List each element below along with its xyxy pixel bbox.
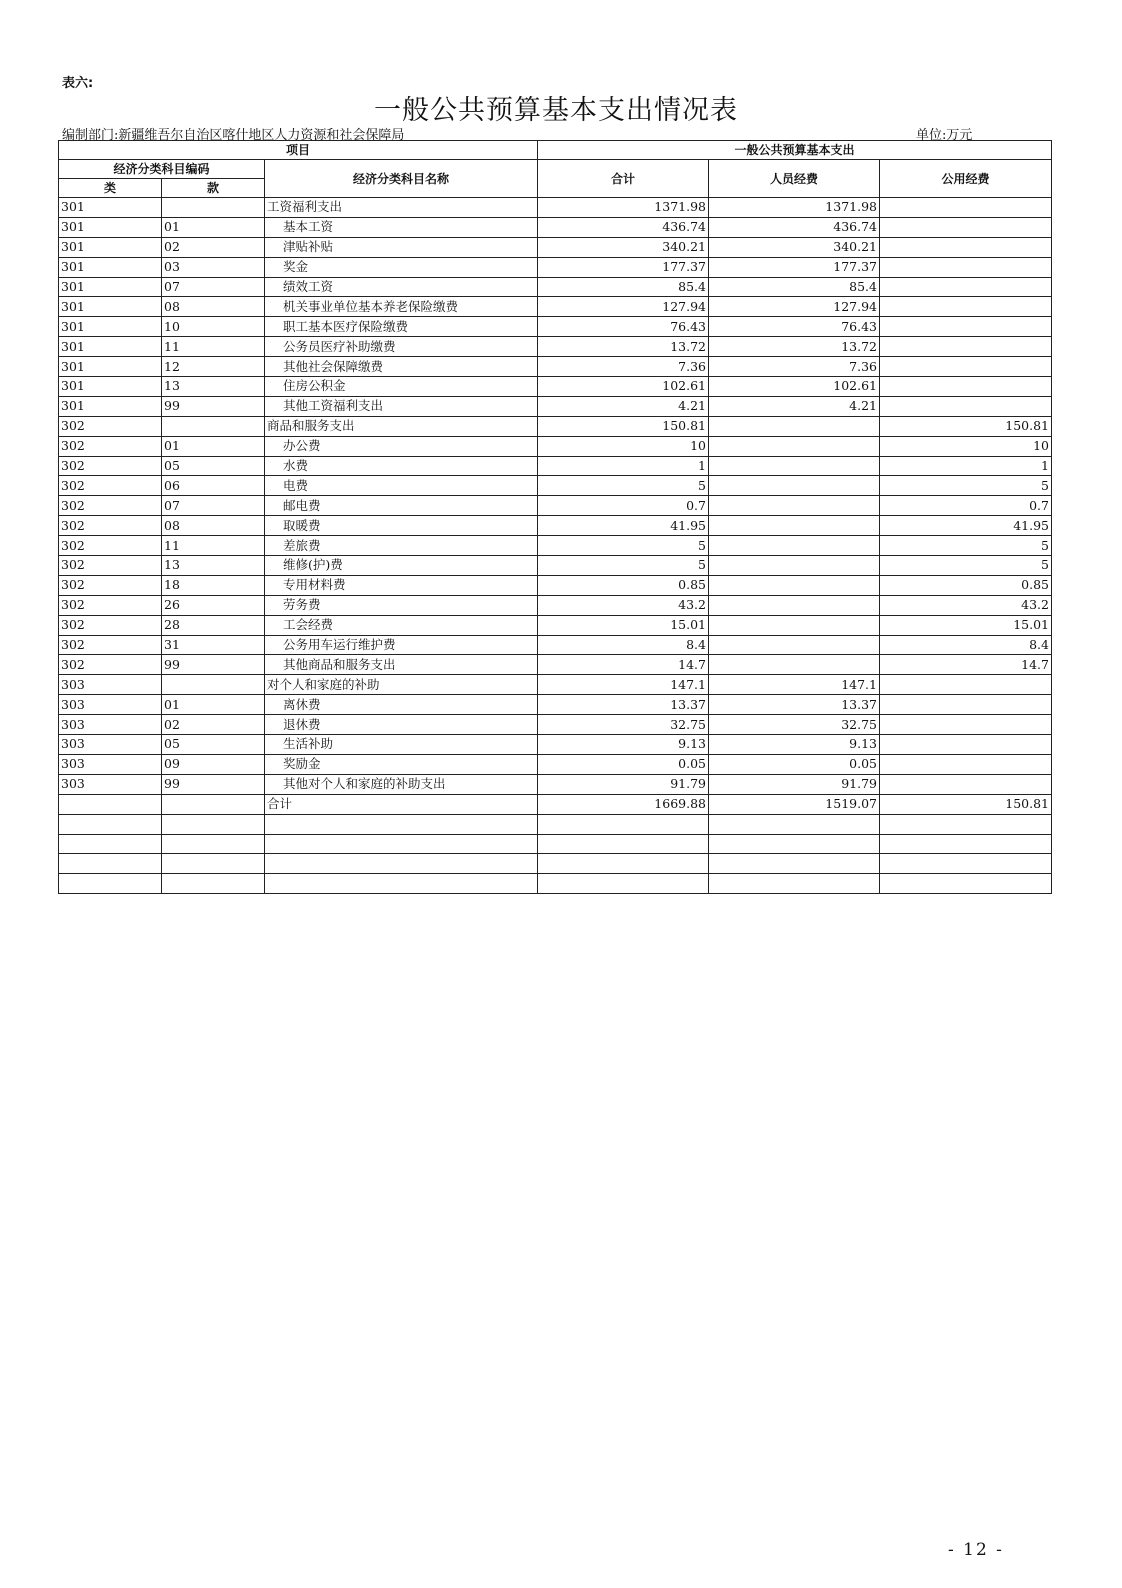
- cell-item: 01: [162, 436, 265, 456]
- cell-item: 05: [162, 735, 265, 755]
- cell-personnel: [709, 635, 880, 655]
- cell-total: 0.7: [538, 496, 709, 516]
- table-row: [59, 337, 1052, 357]
- cell-personnel: 91.79: [709, 774, 880, 794]
- empty-cell: [709, 834, 880, 854]
- empty-cell: [162, 834, 265, 854]
- cell-public: 8.4: [880, 635, 1052, 655]
- cell-item: 28: [162, 615, 265, 635]
- cell-total: 85.4: [538, 277, 709, 297]
- cell-item: 11: [162, 536, 265, 556]
- table-row: [59, 357, 1052, 377]
- cell-item: 13: [162, 556, 265, 576]
- empty-cell: [162, 854, 265, 874]
- cell-category: 301: [59, 198, 162, 218]
- cell-public: [880, 396, 1052, 416]
- cell-name: 水费: [265, 456, 538, 476]
- cell-name: 其他工资福利支出: [265, 396, 538, 416]
- table-row: [59, 436, 1052, 456]
- table-row: [59, 297, 1052, 317]
- cell-name: 其他对个人和家庭的补助支出: [265, 774, 538, 794]
- cell-personnel: 1371.98: [709, 198, 880, 218]
- cell-public: [880, 277, 1052, 297]
- cell-total: 0.85: [538, 575, 709, 595]
- cell-personnel: 147.1: [709, 675, 880, 695]
- cell-category: 302: [59, 655, 162, 675]
- header-personnel: 人员经费: [709, 160, 880, 198]
- cell-personnel: 0.05: [709, 754, 880, 774]
- table-row: [59, 615, 1052, 635]
- cell-public: [880, 735, 1052, 755]
- table-row: [59, 237, 1052, 257]
- cell-total: 5: [538, 536, 709, 556]
- cell-personnel: [709, 595, 880, 615]
- cell-name: 专用材料费: [265, 575, 538, 595]
- cell-total: 91.79: [538, 774, 709, 794]
- table-row: [59, 635, 1052, 655]
- cell-personnel: 7.36: [709, 357, 880, 377]
- table-row: [59, 754, 1052, 774]
- cell-category: 302: [59, 635, 162, 655]
- cell-category: 301: [59, 237, 162, 257]
- table-row: [59, 655, 1052, 675]
- cell-name: 奖励金: [265, 754, 538, 774]
- cell-category: 302: [59, 536, 162, 556]
- cell-item: [162, 675, 265, 695]
- cell-total: 102.61: [538, 377, 709, 397]
- cell-category: [59, 794, 162, 814]
- table-row: [59, 595, 1052, 615]
- budget-table: [58, 140, 1052, 894]
- cell-item: 01: [162, 695, 265, 715]
- empty-cell: [59, 874, 162, 894]
- cell-category: 303: [59, 754, 162, 774]
- cell-public: 41.95: [880, 516, 1052, 536]
- header-project: 项目: [59, 141, 538, 160]
- cell-category: 302: [59, 516, 162, 536]
- cell-item: 99: [162, 655, 265, 675]
- cell-category: 303: [59, 774, 162, 794]
- cell-total: 1: [538, 456, 709, 476]
- table-row: [59, 496, 1052, 516]
- cell-name: 生活补助: [265, 735, 538, 755]
- cell-name: 机关事业单位基本养老保险缴费: [265, 297, 538, 317]
- empty-row: [59, 854, 1052, 874]
- cell-public: 150.81: [880, 416, 1052, 436]
- cell-total: 147.1: [538, 675, 709, 695]
- cell-name: 邮电费: [265, 496, 538, 516]
- cell-category: 302: [59, 476, 162, 496]
- cell-public: [880, 217, 1052, 237]
- cell-name: 办公费: [265, 436, 538, 456]
- cell-item: 05: [162, 456, 265, 476]
- cell-personnel: 4.21: [709, 396, 880, 416]
- cell-name: 工资福利支出: [265, 198, 538, 218]
- cell-category: 301: [59, 337, 162, 357]
- cell-item: 01: [162, 217, 265, 237]
- cell-personnel: [709, 476, 880, 496]
- cell-category: 301: [59, 217, 162, 237]
- cell-public: [880, 675, 1052, 695]
- cell-public: 5: [880, 476, 1052, 496]
- cell-total: 150.81: [538, 416, 709, 436]
- cell-category: 301: [59, 297, 162, 317]
- header-category: 类: [59, 179, 162, 198]
- unit-label: 单位:万元: [916, 128, 973, 143]
- empty-cell: [265, 834, 538, 854]
- cell-personnel: 9.13: [709, 735, 880, 755]
- cell-public: [880, 297, 1052, 317]
- cell-public: 15.01: [880, 615, 1052, 635]
- cell-name: 津贴补贴: [265, 237, 538, 257]
- empty-cell: [709, 874, 880, 894]
- cell-name: 绩效工资: [265, 277, 538, 297]
- cell-personnel: 13.72: [709, 337, 880, 357]
- cell-public: 0.7: [880, 496, 1052, 516]
- empty-cell: [709, 814, 880, 834]
- empty-cell: [880, 834, 1052, 854]
- cell-public: 14.7: [880, 655, 1052, 675]
- cell-public: [880, 337, 1052, 357]
- table-row: [59, 277, 1052, 297]
- table-row: [59, 556, 1052, 576]
- empty-cell: [265, 854, 538, 874]
- cell-category: 301: [59, 257, 162, 277]
- cell-total: 5: [538, 476, 709, 496]
- cell-item: 10: [162, 317, 265, 337]
- table-row: [59, 317, 1052, 337]
- cell-total: 4.21: [538, 396, 709, 416]
- table-row: [59, 715, 1052, 735]
- cell-public: [880, 357, 1052, 377]
- header-name: 经济分类科目名称: [265, 160, 538, 198]
- cell-public: [880, 695, 1052, 715]
- cell-total: 1371.98: [538, 198, 709, 218]
- cell-name: 其他商品和服务支出: [265, 655, 538, 675]
- page-title: 一般公共预算基本支出情况表: [374, 95, 738, 126]
- cell-name: 基本工资: [265, 217, 538, 237]
- cell-item: 99: [162, 774, 265, 794]
- cell-item: 08: [162, 516, 265, 536]
- cell-category: 302: [59, 416, 162, 436]
- table-row: [59, 516, 1052, 536]
- table-row: [59, 794, 1052, 814]
- cell-category: 301: [59, 377, 162, 397]
- cell-personnel: [709, 655, 880, 675]
- cell-category: 301: [59, 317, 162, 337]
- cell-name: 工会经费: [265, 615, 538, 635]
- empty-cell: [538, 854, 709, 874]
- cell-total: 10: [538, 436, 709, 456]
- table-row: [59, 735, 1052, 755]
- cell-total: 13.37: [538, 695, 709, 715]
- cell-total: 127.94: [538, 297, 709, 317]
- cell-name: 离休费: [265, 695, 538, 715]
- cell-item: 08: [162, 297, 265, 317]
- table-row: [59, 377, 1052, 397]
- table-row: [59, 416, 1052, 436]
- cell-name: 住房公积金: [265, 377, 538, 397]
- table-row: [59, 536, 1052, 556]
- cell-category: 302: [59, 456, 162, 476]
- empty-cell: [59, 834, 162, 854]
- cell-total: 340.21: [538, 237, 709, 257]
- empty-row: [59, 834, 1052, 854]
- header-total: 合计: [538, 160, 709, 198]
- cell-total: 9.13: [538, 735, 709, 755]
- cell-item: 18: [162, 575, 265, 595]
- empty-row: [59, 874, 1052, 894]
- cell-category: 302: [59, 496, 162, 516]
- cell-item: [162, 416, 265, 436]
- cell-total: 43.2: [538, 595, 709, 615]
- cell-item: 99: [162, 396, 265, 416]
- header-public: 公用经费: [880, 160, 1052, 198]
- cell-personnel: [709, 436, 880, 456]
- cell-personnel: 177.37: [709, 257, 880, 277]
- empty-cell: [709, 854, 880, 874]
- cell-category: 301: [59, 396, 162, 416]
- empty-cell: [880, 854, 1052, 874]
- cell-personnel: 340.21: [709, 237, 880, 257]
- table-row: [59, 217, 1052, 237]
- cell-public: 43.2: [880, 595, 1052, 615]
- cell-personnel: [709, 456, 880, 476]
- table-row: [59, 695, 1052, 715]
- cell-item: [162, 198, 265, 218]
- cell-public: [880, 198, 1052, 218]
- empty-row: [59, 814, 1052, 834]
- cell-public: 5: [880, 556, 1052, 576]
- cell-personnel: [709, 575, 880, 595]
- table-row: [59, 774, 1052, 794]
- cell-item: [162, 794, 265, 814]
- cell-name: 合计: [265, 794, 538, 814]
- cell-total: 76.43: [538, 317, 709, 337]
- page-number: - 12 -: [948, 1540, 1004, 1560]
- cell-category: 302: [59, 595, 162, 615]
- cell-public: [880, 774, 1052, 794]
- cell-name: 职工基本医疗保险缴费: [265, 317, 538, 337]
- cell-name: 差旅费: [265, 536, 538, 556]
- cell-category: 301: [59, 277, 162, 297]
- cell-public: 1: [880, 456, 1052, 476]
- cell-total: 8.4: [538, 635, 709, 655]
- header-item: 款: [162, 179, 265, 198]
- cell-item: 09: [162, 754, 265, 774]
- cell-item: 11: [162, 337, 265, 357]
- cell-name: 商品和服务支出: [265, 416, 538, 436]
- cell-total: 41.95: [538, 516, 709, 536]
- table-row: [59, 198, 1052, 218]
- empty-cell: [59, 854, 162, 874]
- empty-cell: [538, 874, 709, 894]
- cell-public: [880, 715, 1052, 735]
- cell-total: 32.75: [538, 715, 709, 735]
- cell-item: 07: [162, 277, 265, 297]
- cell-personnel: 127.94: [709, 297, 880, 317]
- cell-item: 06: [162, 476, 265, 496]
- cell-category: 301: [59, 357, 162, 377]
- cell-total: 0.05: [538, 754, 709, 774]
- table-row: [59, 396, 1052, 416]
- cell-item: 31: [162, 635, 265, 655]
- table-row: [59, 476, 1052, 496]
- cell-personnel: 102.61: [709, 377, 880, 397]
- empty-cell: [162, 814, 265, 834]
- cell-total: 436.74: [538, 217, 709, 237]
- cell-total: 15.01: [538, 615, 709, 635]
- cell-name: 退休费: [265, 715, 538, 735]
- cell-category: 302: [59, 436, 162, 456]
- cell-name: 奖金: [265, 257, 538, 277]
- cell-total: 7.36: [538, 357, 709, 377]
- table-body: [59, 198, 1052, 894]
- cell-personnel: 32.75: [709, 715, 880, 735]
- cell-public: [880, 257, 1052, 277]
- cell-category: 302: [59, 556, 162, 576]
- empty-cell: [880, 874, 1052, 894]
- cell-name: 对个人和家庭的补助: [265, 675, 538, 695]
- cell-total: 1669.88: [538, 794, 709, 814]
- cell-item: 26: [162, 595, 265, 615]
- cell-total: 13.72: [538, 337, 709, 357]
- cell-personnel: [709, 516, 880, 536]
- cell-total: 14.7: [538, 655, 709, 675]
- cell-item: 02: [162, 237, 265, 257]
- department-label: 编制部门:新疆维吾尔自治区喀什地区人力资源和社会保障局: [62, 128, 405, 143]
- cell-item: 13: [162, 377, 265, 397]
- cell-category: 303: [59, 735, 162, 755]
- empty-cell: [59, 814, 162, 834]
- table-row: [59, 257, 1052, 277]
- table-row: [59, 675, 1052, 695]
- cell-personnel: 13.37: [709, 695, 880, 715]
- empty-cell: [265, 874, 538, 894]
- cell-name: 其他社会保障缴费: [265, 357, 538, 377]
- empty-cell: [538, 814, 709, 834]
- cell-personnel: [709, 416, 880, 436]
- cell-category: 303: [59, 675, 162, 695]
- cell-personnel: [709, 496, 880, 516]
- empty-cell: [265, 814, 538, 834]
- cell-category: 302: [59, 575, 162, 595]
- empty-cell: [880, 814, 1052, 834]
- cell-public: 5: [880, 536, 1052, 556]
- cell-personnel: [709, 615, 880, 635]
- cell-personnel: [709, 556, 880, 576]
- cell-public: 0.85: [880, 575, 1052, 595]
- header-code-group: 经济分类科目编码: [59, 160, 265, 179]
- empty-cell: [162, 874, 265, 894]
- cell-category: 303: [59, 715, 162, 735]
- cell-name: 公务用车运行维护费: [265, 635, 538, 655]
- cell-item: 12: [162, 357, 265, 377]
- cell-public: [880, 317, 1052, 337]
- table-label: 表六:: [62, 76, 94, 91]
- table-row: [59, 575, 1052, 595]
- cell-name: 电费: [265, 476, 538, 496]
- cell-personnel: 76.43: [709, 317, 880, 337]
- cell-item: 07: [162, 496, 265, 516]
- cell-category: 302: [59, 615, 162, 635]
- cell-personnel: 436.74: [709, 217, 880, 237]
- cell-name: 取暖费: [265, 516, 538, 536]
- cell-public: 150.81: [880, 794, 1052, 814]
- cell-personnel: 1519.07: [709, 794, 880, 814]
- header-budget-group: 一般公共预算基本支出: [538, 141, 1052, 160]
- cell-total: 177.37: [538, 257, 709, 277]
- cell-personnel: 85.4: [709, 277, 880, 297]
- empty-cell: [538, 834, 709, 854]
- cell-name: 公务员医疗补助缴费: [265, 337, 538, 357]
- cell-category: 303: [59, 695, 162, 715]
- cell-public: 10: [880, 436, 1052, 456]
- cell-name: 维修(护)费: [265, 556, 538, 576]
- cell-item: 03: [162, 257, 265, 277]
- cell-public: [880, 377, 1052, 397]
- cell-name: 劳务费: [265, 595, 538, 615]
- cell-personnel: [709, 536, 880, 556]
- cell-public: [880, 237, 1052, 257]
- cell-total: 5: [538, 556, 709, 576]
- table-row: [59, 456, 1052, 476]
- cell-item: 02: [162, 715, 265, 735]
- cell-public: [880, 754, 1052, 774]
